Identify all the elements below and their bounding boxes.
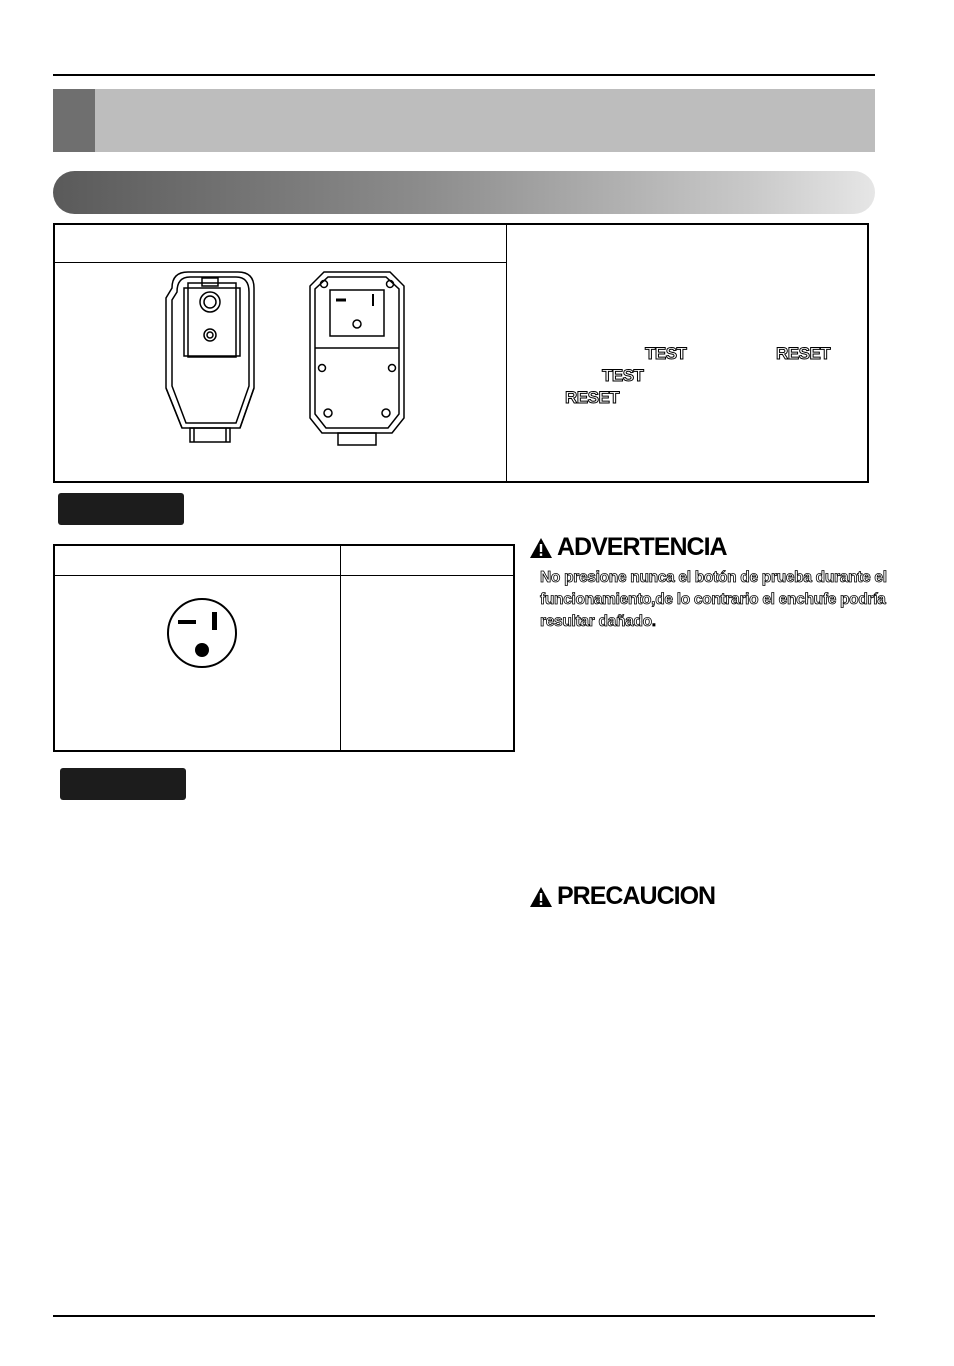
outlet-box-header-line — [55, 575, 513, 576]
reset-button-label-2: RESET — [565, 388, 620, 407]
precaucion-title: PRECAUCION — [557, 882, 716, 910]
plug-back-view — [310, 272, 404, 445]
subsection-band — [53, 171, 875, 214]
outlet-box — [53, 544, 515, 752]
label-pill-2 — [60, 768, 186, 800]
test-button-label: TEST — [645, 344, 687, 363]
test-button-label-2: TEST — [602, 366, 644, 385]
advertencia-text: No presione nunca el botón de prueba durante el funcionamiento,de lo contrario el enchufe podría resultar dañado — [540, 569, 887, 630]
outlet-box-divider — [340, 546, 341, 750]
advertencia-period: . — [651, 613, 656, 630]
plug-front-view — [166, 272, 254, 442]
plug-illustration — [160, 268, 410, 458]
warning-triangle-icon — [529, 886, 553, 908]
bottom-rule — [53, 1315, 875, 1317]
outlet-icon — [165, 596, 239, 670]
advertencia-body — [540, 567, 912, 633]
label-pill-1 — [58, 493, 184, 525]
precaucion-heading — [529, 882, 715, 911]
plug-info-box — [53, 223, 869, 483]
section-title-block — [53, 89, 95, 152]
advertencia-title: ADVERTENCIA — [557, 533, 727, 561]
section-title-bar — [53, 89, 875, 152]
reset-button-label: RESET — [776, 344, 831, 363]
warning-triangle-icon — [529, 537, 553, 559]
top-rule — [53, 74, 875, 76]
plug-box-header-line — [55, 262, 506, 263]
plug-box-divider — [506, 225, 507, 481]
advertencia-heading — [529, 533, 727, 562]
